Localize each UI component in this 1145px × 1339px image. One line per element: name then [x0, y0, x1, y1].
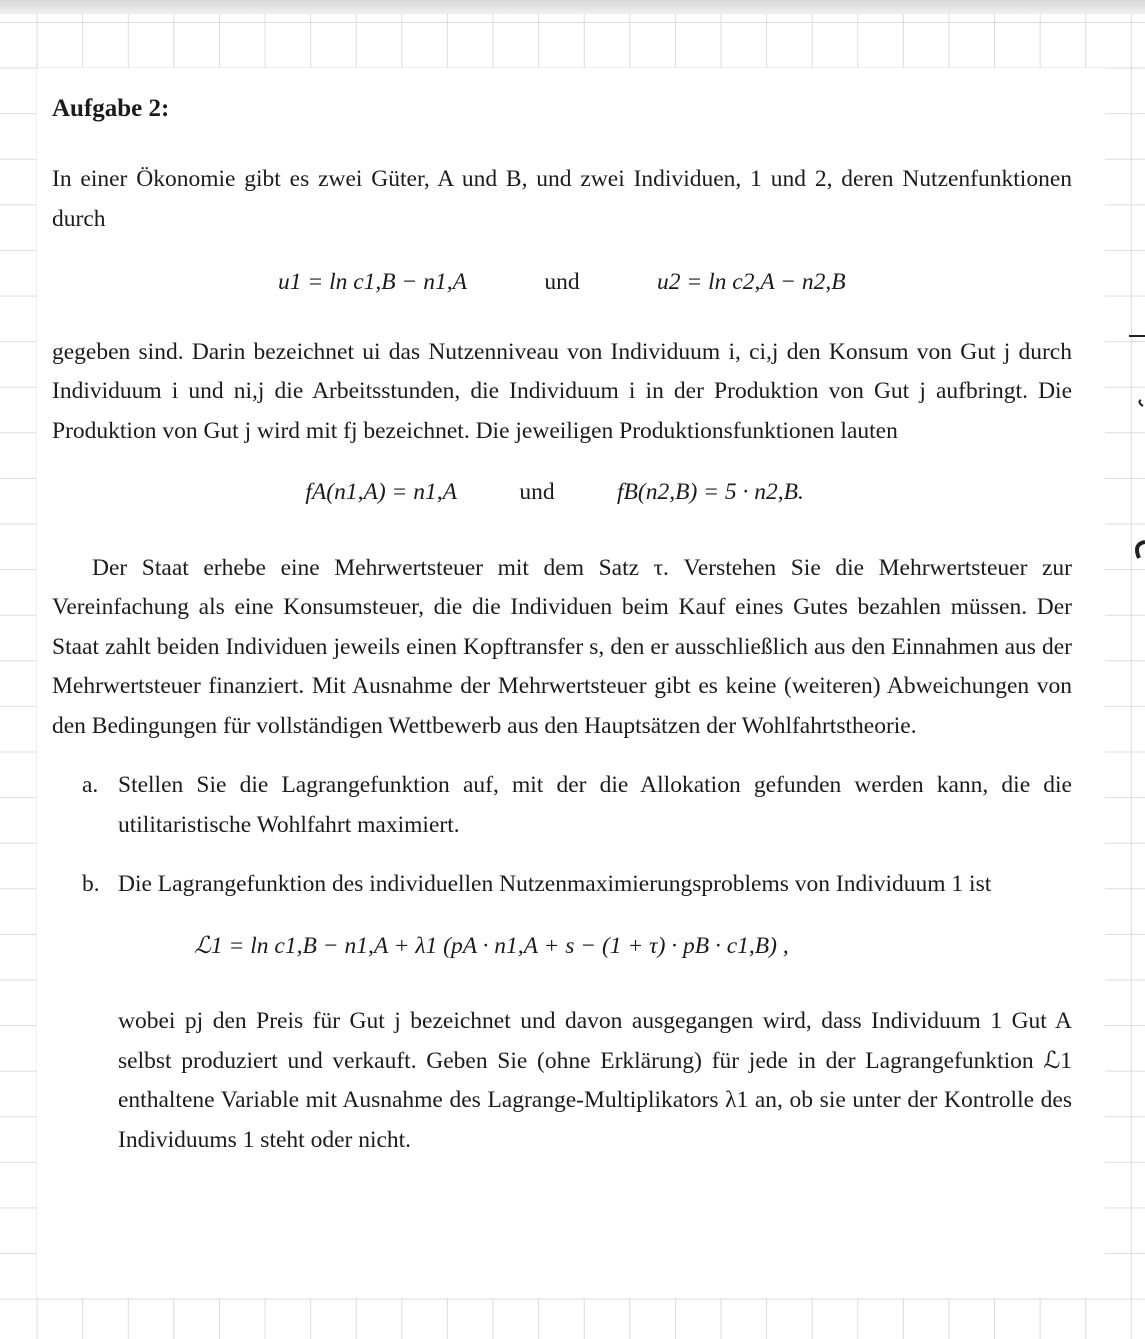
margin-pen-marks: [1121, 330, 1145, 570]
subtask-text: Stellen Sie die Lagrangefunktion auf, mit der die Allokation gefunden werden kann, die die utilitaristische Wohlfahrt maximiert.: [118, 772, 1072, 838]
task-content: [52, 90, 1072, 1160]
utility-eq-right: u2 = ln c2,A − n2,B: [657, 269, 846, 295]
task-title: Aufgabe 2:: [52, 95, 170, 122]
utility-eq-connector: und: [544, 269, 580, 295]
definitions-paragraph: gegeben sind. Darin bezeichnet ui das Nutzenniveau von Individuum i, ci,j den Konsum von Gut j durch Individuum i und ni,j die Arbeitsstunden, die Individuum i in der Produktion von Gut j aufbringt. Die Produktion von Gut j wird mit fj bezeichnet. Die jeweiligen Produktionsfunktionen lauten: [52, 338, 1072, 444]
subtask-b: [52, 865, 1072, 905]
utility-eq-left: u1 = ln c1,B − n1,A: [277, 269, 467, 295]
subtask-text: Die Lagrangefunktion des individuellen Nutzenmaximierungsproblems von Individuum 1 ist: [118, 871, 992, 897]
subtask-a: [52, 766, 1072, 845]
top-bar: [0, 0, 1145, 14]
subtask-followup-text: wobei pj den Preis für Gut j bezeichnet und davon ausgegangen wird, dass Individuum 1 Gut A selbst produziert und verkauft. Geben Sie (ohne Erklärung) für jede in der Lagrangefunktion ℒ1 enthaltene Variable mit Ausnahme des Lagrange-Multiplikators λ1 an, ob sie unter der Kontrolle des Individuums 1 steht oder nicht.: [118, 1008, 1072, 1153]
subtask-label: b.: [82, 871, 100, 897]
production-eq-right: fB(n2,B) = 5 · n2,B.: [617, 479, 804, 505]
subtask-label: a.: [82, 772, 99, 798]
intro-paragraph: In einer Ökonomie gibt es zwei Güter, A und B, und zwei Individuen, 1 und 2, deren Nutzenfunktionen durch: [52, 166, 1072, 232]
utility-equations: [52, 263, 1072, 303]
production-equations: [52, 473, 1072, 513]
subtask-b-followup: [52, 1002, 1072, 1160]
production-eq-left: fA(n1,A) = n1,A: [305, 479, 457, 505]
subtask-list: [52, 766, 1072, 1160]
production-eq-connector: und: [519, 479, 555, 505]
state-paragraph: Der Staat erhebe eine Mehrwertsteuer mit dem Satz τ. Verstehen Sie die Mehrwertsteuer zur Vereinfachung als eine Konsumsteuer, die die Individuen beim Kauf eines Gutes bezahlen müssen. Der Staat zahlt beiden Individuen jeweils einen Kopftransfer s, den er ausschließlich aus den Einnahmen aus der Mehrwertsteuer finanziert. Mit Ausnahme der Mehrwertsteuer gibt es keine (weiteren) Abweichungen von den Bedingungen für vollständigen Wettbewerb aus den Hauptsätzen der Wohlfahrtstheorie.: [52, 554, 1072, 739]
lagrange-equation: ℒ1 = ln c1,B − n1,A + λ1 (pA · n1,A + s − (1 + τ) · pB · c1,B) ,: [194, 932, 789, 959]
